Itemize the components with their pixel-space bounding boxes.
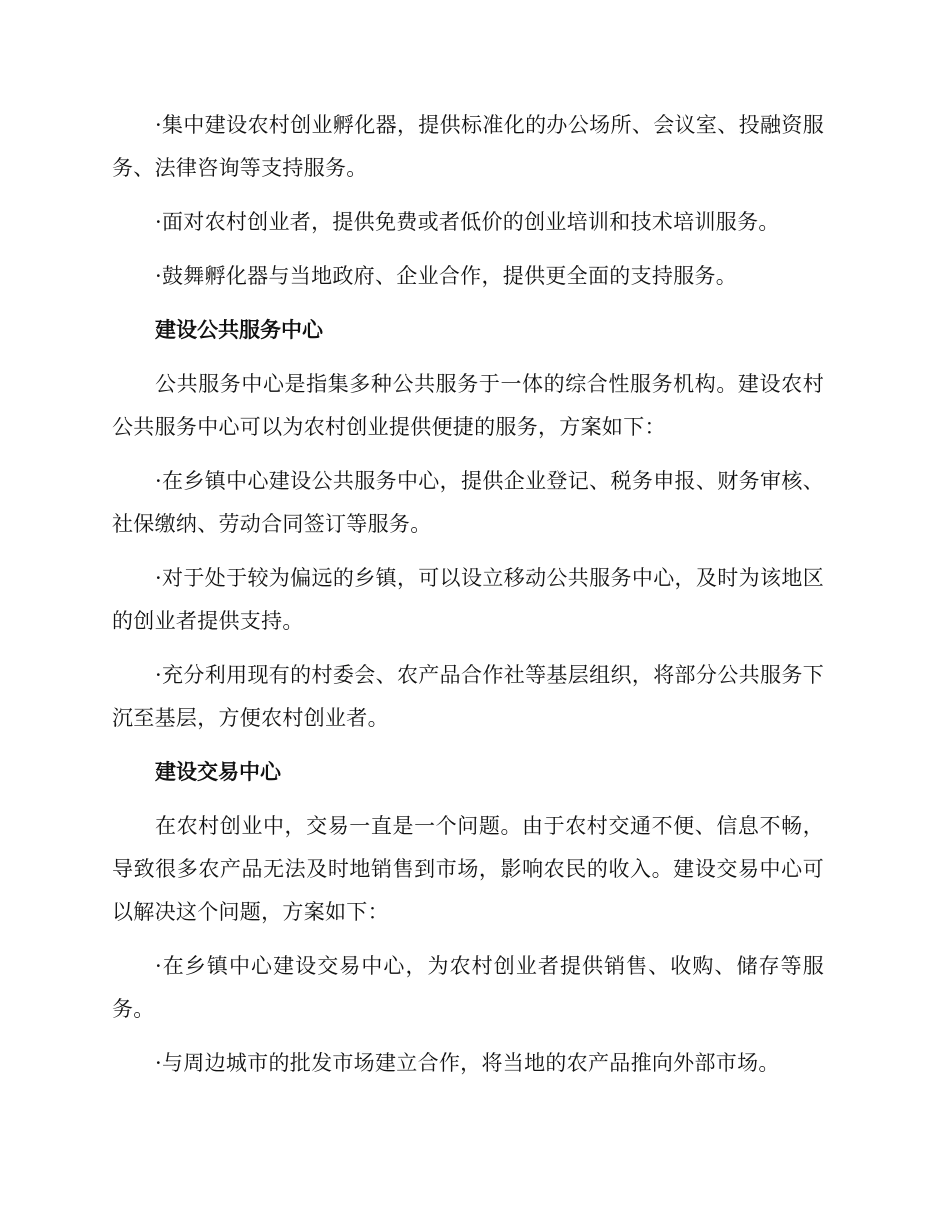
paragraph-mobile-service-center: ·对于处于较为偏远的乡镇，可以设立移动公共服务中心，及时为该地区的创业者提供支持。 <box>112 566 824 633</box>
paragraph-cooperation: ·鼓舞孵化器与当地政府、企业合作，提供更全面的支持服务。 <box>155 264 738 288</box>
paragraph-training: ·面对农村创业者，提供免费或者低价的创业培训和技术培训服务。 <box>155 210 780 234</box>
heading-trading-center: 建设交易中心 <box>155 760 281 784</box>
document-body <box>112 104 824 1085</box>
paragraph-township-trading-center: ·在乡镇中心建设交易中心，为农村创业者提供销售、收购、储存等服务。 <box>112 954 824 1021</box>
heading-public-service-center: 建设公共服务中心 <box>155 318 323 342</box>
paragraph-trading-intro: 在农村创业中，交易一直是一个问题。由于农村交通不便、信息不畅，导致很多农产品无法及时地销售到市场，影响农民的收入。建设交易中心可以解决这个问题，方案如下： <box>112 814 824 924</box>
paragraph-incubator-setup: ·集中建设农村创业孵化器，提供标准化的办公场所、会议室、投融资服务、法律咨询等支持服务。 <box>112 113 824 180</box>
paragraph-township-service-center: ·在乡镇中心建设公共服务中心，提供企业登记、税务申报、财务审核、社保缴纳、劳动合同签订等服务。 <box>112 469 824 536</box>
paragraph-public-service-intro: 公共服务中心是指集多种公共服务于一体的综合性服务机构。建设农村公共服务中心可以为农村创业提供便捷的服务，方案如下： <box>112 372 824 439</box>
paragraph-wholesale-cooperation: ·与周边城市的批发市场建立合作，将当地的农产品推向外部市场。 <box>155 1051 780 1075</box>
paragraph-grassroots-organizations: ·充分利用现有的村委会、农产品合作社等基层组织，将部分公共服务下沉至基层，方便农村创业者。 <box>112 663 824 730</box>
